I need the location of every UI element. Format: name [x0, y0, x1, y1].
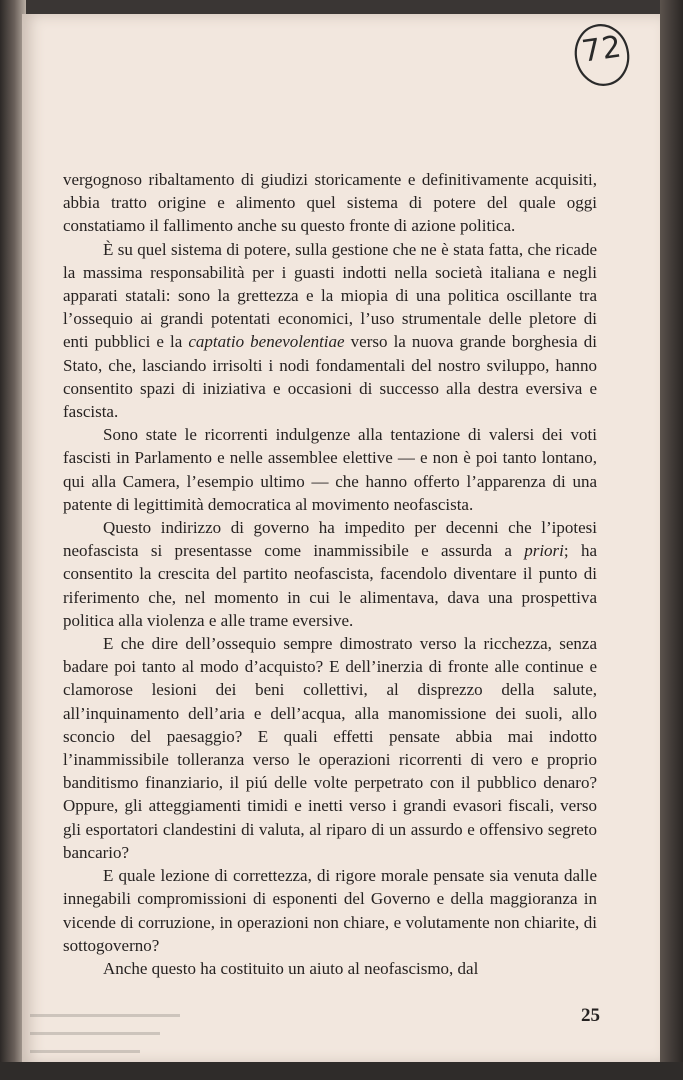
watermark-logo-icon	[28, 1008, 228, 1064]
body-text	[63, 168, 597, 980]
paragraph-2	[63, 238, 597, 424]
archive-watermark-logo	[28, 1008, 228, 1068]
paragraph-4-italic: priori	[524, 541, 564, 561]
paragraph-2-part-b: verso la nuova grande borghesia di Stato, che, lasciando irrisolti i nodi fondamentali del nostro sviluppo, hanno consentito spazi di iniziativa e occasioni di successo alla destra eversiva e fascista.	[63, 332, 597, 422]
page-number: 25	[581, 1005, 600, 1026]
paragraph-1: vergognoso ribaltamento di giudizi storicamente e definitivamente acquisiti, abbia tratto origine e alimento quel sistema di potere del quale oggi constatiamo il fallimento anche su questo fronte di azione politica.	[63, 170, 597, 236]
scan-right-border	[660, 0, 683, 1080]
paragraph-4-part-a: Questo indirizzo di governo ha impedito per decenni che l’ipotesi neofascista si presentasse come inammissibile e assurda a	[63, 518, 597, 561]
scan-bottom-border	[0, 1062, 683, 1080]
paragraph-4-part-b: ; ha consentito la crescita del partito neofascista, facendolo diventare il punto di riferimento che, nel momento in cui le alimentava, dava una prospettiva politica alla violenza e alle trame eversive.	[63, 541, 597, 630]
paragraph-4	[63, 516, 597, 632]
paragraph-7: Anche questo ha costituito un aiuto al neofascismo, dal	[103, 958, 479, 978]
paragraph-2-italic: captatio benevolentiae	[188, 332, 345, 352]
folio-number: 72	[579, 29, 625, 70]
paragraph-6: E quale lezione di correttezza, di rigore morale pensate sia venuta dalle innegabili compromissioni di esponenti del Governo e della maggioranza in vicende di corruzione, in operazioni non chiare, e volutamente non chiarite, di sottogoverno?	[63, 866, 597, 955]
handwritten-folio-annotation	[572, 22, 632, 88]
paragraph-2-part-a: È su quel sistema di potere, sulla gestione che ne è stata fatta, che ricade la massima responsabilità per i guasti indotti nella società italiana e negli apparati statali: sono la grettezza e la miopia di una politica oscillante tra l’ossequio ai grandi potentati economici, l’uso strumentale delle pletore di enti pubblici e la	[63, 239, 597, 352]
paragraph-5: E che dire dell’ossequio sempre dimostrato verso la ricchezza, senza badare poi tanto al modo d’acquisto? E dell’inerzia di fronte alle continue e clamorose lesioni dei beni collettivi, al disprezzo della salute, all’inquinamento dell’aria e dell’acqua, alla manomissione dei suoli, allo sconcio del paesaggio? E quali effetti pensate abbia mai indotto l’inammissibile tolleranza verso le operazioni ricorrenti di vero e proprio banditismo finanziario, il piú delle volte perpetrato con il pubblico denaro? Oppure, gli atteggiamenti timidi e inetti verso i grandi evasori fiscali, verso gli esportatori clandestini di valuta, al riparo di un assurdo e offensivo segreto bancario?	[63, 634, 597, 862]
paragraph-3: Sono state le ricorrenti indulgenze alla tentazione di valersi dei voti fascisti in Parlamento e nelle assemblee elettive — e non è poi tanto lontano, qui alla Camera, l’esempio ultimo — che hanno offerto l’apparenza di una patente di legittimità democratica al movimento neofascista.	[63, 425, 597, 514]
